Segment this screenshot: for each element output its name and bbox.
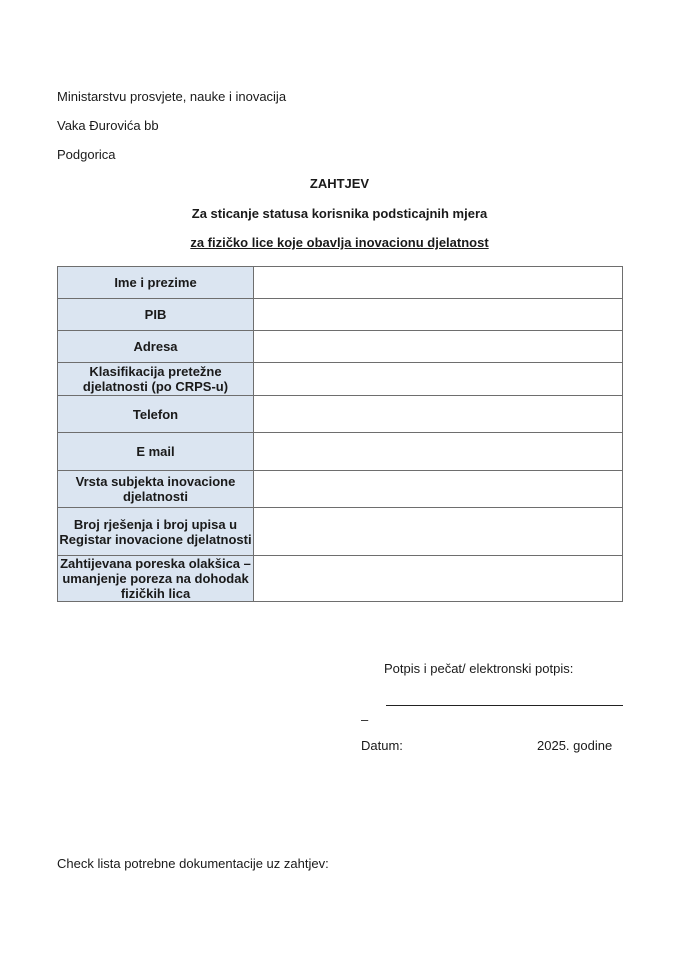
name-field[interactable]: [254, 267, 623, 299]
signature-line[interactable]: [386, 705, 623, 706]
email-field[interactable]: [254, 433, 623, 471]
document-subtitle2: za fizičko lice koje obavlja inovacionu djelatnost: [190, 235, 489, 250]
recipient-ministry: Ministarstvu prosvjete, nauke i inovacija: [57, 89, 287, 104]
entity-type-field[interactable]: [254, 471, 623, 508]
phone-field[interactable]: [254, 396, 623, 433]
document-title: ZAHTJEV: [309, 176, 370, 191]
signature-label: Potpis i pečat/ elektronski potpis:: [384, 661, 574, 676]
field-label: Zahtijevana poreska olakšica – umanjenje poreza na dohodak fizičkih lica: [58, 556, 254, 602]
document-subtitle: Za sticanje statusa korisnika podsticajnih mjera: [191, 206, 488, 221]
field-label: Telefon: [58, 396, 254, 433]
field-label: Vrsta subjekta inovacione djelatnosti: [58, 471, 254, 508]
recipient-street: Vaka Đurovića bb: [57, 118, 159, 133]
field-label: Klasifikacija pretežne djelatnosti (po CRPS-u): [58, 363, 254, 396]
form-row-entity-type: [58, 471, 623, 508]
form-row-address: [58, 331, 623, 363]
checklist-heading: Check lista potrebne dokumentacije uz zahtjev:: [57, 856, 329, 871]
address-field[interactable]: [254, 331, 623, 363]
field-label: Ime i prezime: [58, 267, 254, 299]
document-subtitle2-wrap: [0, 235, 679, 250]
registry-number-field[interactable]: [254, 508, 623, 556]
form-row-name: [58, 267, 623, 299]
signature-dash: –: [361, 712, 369, 727]
field-label: Adresa: [58, 331, 254, 363]
form-row-email: [58, 433, 623, 471]
classification-field[interactable]: [254, 363, 623, 396]
form-row-registry-number: [58, 508, 623, 556]
field-label: PIB: [58, 299, 254, 331]
pib-field[interactable]: [254, 299, 623, 331]
recipient-city: Podgorica: [57, 147, 116, 162]
date-label: Datum:: [361, 738, 403, 753]
form-row-classification: [58, 363, 623, 396]
application-form-table: [57, 266, 623, 602]
tax-relief-field[interactable]: [254, 556, 623, 602]
form-row-tax-relief: [58, 556, 623, 602]
field-label: E mail: [58, 433, 254, 471]
form-row-pib: [58, 299, 623, 331]
date-year: 2025. godine: [537, 738, 613, 753]
form-row-phone: [58, 396, 623, 433]
field-label: Broj rješenja i broj upisa u Registar inovacione djelatnosti: [58, 508, 254, 556]
